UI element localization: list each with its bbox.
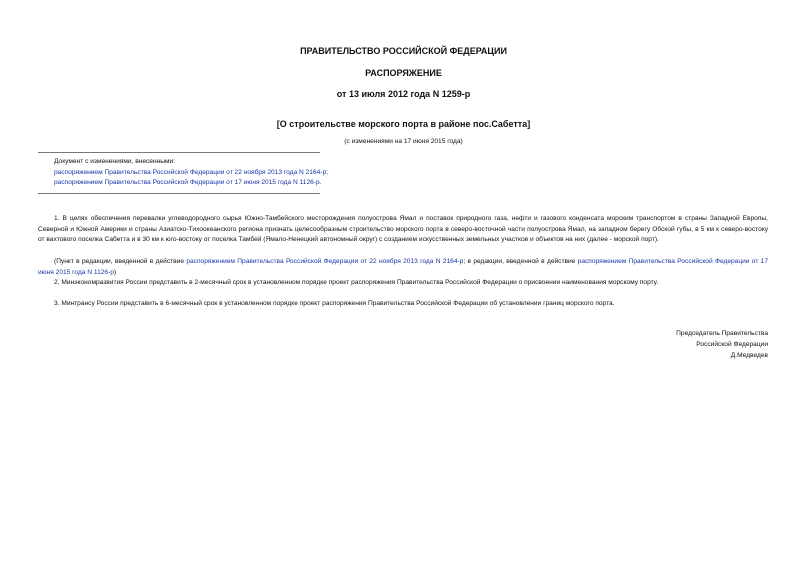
note-suffix: ) bbox=[113, 268, 117, 276]
changes-intro: Документ с изменениями, внесенными: bbox=[54, 158, 176, 165]
note-middle: ; в редакции, введенной в действие bbox=[463, 258, 578, 265]
note-link-2013[interactable]: распоряжением Правительства Российской Федерации от 22 ноября 2013 года N 2164-р bbox=[186, 258, 464, 265]
document-edition: (с изменениями на 17 июня 2015 года) bbox=[344, 138, 463, 145]
document-title: [О строительстве морского порта в районе пос.Сабетта] bbox=[276, 119, 531, 129]
paragraph-2: 2. Минэкономразвития России представить в 2-месячный срок в установленном порядке проект распоряжения Правительства Российской Федерации о присвоении наименования морскому порту. bbox=[54, 279, 659, 286]
signature-position-1: Председатель Правительства bbox=[676, 330, 768, 337]
signature-name: Д.Медведев bbox=[730, 351, 768, 359]
document-date-number: от 13 июля 2012 года N 1259-р bbox=[336, 89, 471, 99]
paragraph-3: 3. Минтрансу России представить в 6-месячный срок в установленном порядке проект распоряжения Правительства Российской Федерации об установлении границ морского порта. bbox=[54, 300, 615, 307]
changes-block bbox=[54, 157, 328, 189]
document-type: РАСПОРЯЖЕНИЕ bbox=[365, 68, 442, 78]
change-link-2015[interactable]: распоряжением Правительства Российской Федерации от 17 июня 2015 года N 1126-р. bbox=[54, 179, 322, 186]
divider-top bbox=[38, 152, 320, 153]
paragraph-1: 1. В целях обеспечения перевалки углеводородного сырья Южно-Тамбейского месторождения полуострова Ямал и поставок природного газа, нефти и газового конденсата морским транспортом в страны Западной Европы, Северной и Южной Америки и страны Азиатско-Тихоокеанского региона признать целесообразным строительство морского порта в северо-восточной части полуострова Ямал, на западном берегу Обской губы, в 5 км к северо-востоку от вахтового поселка Сабетта и в 30 км к юго-востоку от поселка Тамбей (Ямало-Ненецкий автономный округ) с созданием искусственных земельных участков и объектов на них (далее - морской порт). bbox=[38, 215, 768, 244]
change-link-2013[interactable]: распоряжением Правительства Российской Федерации от 22 ноября 2013 года N 2164-р; bbox=[54, 168, 328, 176]
signature-position-2: Российской Федерации bbox=[696, 340, 768, 348]
note-link-2015[interactable]: распоряжением Правительства Российской Федерации от 17 июня 2015 года N 1126-р bbox=[38, 258, 768, 276]
signature-block bbox=[676, 329, 768, 361]
government-heading: ПРАВИТЕЛЬСТВО РОССИЙСКОЙ ФЕДЕРАЦИИ bbox=[300, 46, 507, 56]
note-prefix: (Пункт в редакции, введенной в действие bbox=[54, 258, 187, 265]
divider-bottom bbox=[38, 193, 320, 194]
paragraph-1-note bbox=[38, 257, 768, 278]
